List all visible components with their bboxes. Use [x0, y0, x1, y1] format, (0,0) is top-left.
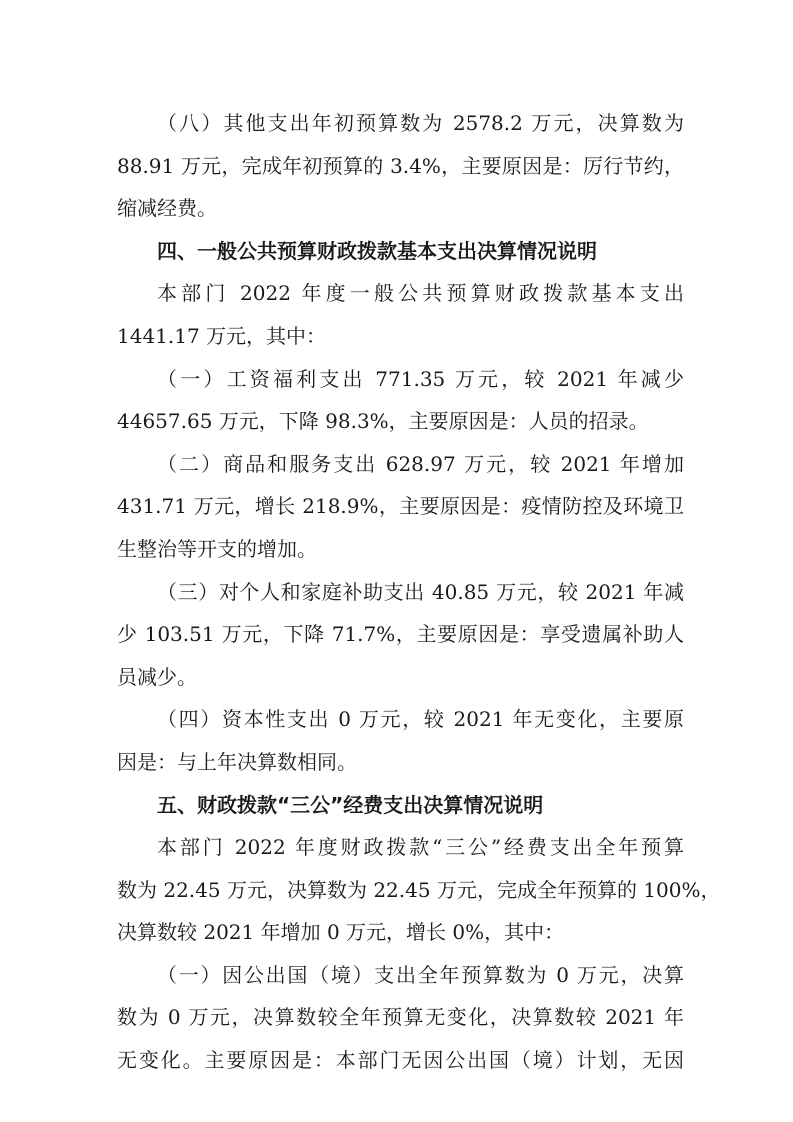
text-line: 44657.65 万元，下降 98.3%，主要原因是：人员的招录。 — [117, 409, 649, 434]
text-line: （三）对个人和家庭补助支出 40.85 万元，较 2021 年减 — [157, 579, 684, 604]
text-line: （一）因公出国（境）支出全年预算数为 0 万元，决算 — [157, 962, 684, 987]
text-line: 1441.17 万元，其中： — [117, 323, 327, 348]
text-line: 数为 22.45 万元，决算数为 22.45 万元，完成全年预算的 100%， — [117, 877, 721, 902]
text-line: 431.71 万元，增长 218.9%，主要原因是：疫情防控及环境卫 — [117, 494, 684, 519]
text-line: （一）工资福利支出 771.35 万元，较 2021 年减少 — [157, 366, 684, 391]
text-line: （二）商品和服务支出 628.97 万元，较 2021 年增加 — [157, 451, 684, 476]
text-line: 本部门 2022 年度一般公共预算财政拨款基本支出 — [157, 281, 684, 306]
section-heading: 四、一般公共预算财政拨款基本支出决算情况说明 — [157, 238, 597, 263]
text-line: 因是：与上年决算数相同。 — [117, 749, 357, 774]
text-line: 员减少。 — [117, 664, 197, 689]
text-line: 本部门 2022 年度财政拨款“三公”经费支出全年预算 — [157, 835, 684, 860]
text-line: 无变化。主要原因是：本部门无因公出国（境）计划，无因 — [117, 1048, 684, 1073]
text-line: 缩减经费。 — [117, 196, 217, 221]
text-line: 88.91 万元，完成年初预算的 3.4%，主要原因是：厉行节约， — [117, 153, 684, 178]
document-body — [117, 102, 721, 1082]
text-line: （八）其他支出年初预算数为 2578.2 万元，决算数为 — [157, 111, 684, 135]
text-line: 决算数较 2021 年增加 0 万元，增长 0%，其中： — [117, 920, 565, 945]
text-line: （四）资本性支出 0 万元，较 2021 年无变化，主要原 — [157, 707, 684, 732]
text-line: 数为 0 万元，决算数较全年预算无变化，决算数较 2021 年 — [117, 1005, 684, 1030]
section-heading: 五、财政拨款“三公”经费支出决算情况说明 — [157, 792, 544, 817]
text-line: 少 103.51 万元，下降 71.7%，主要原因是：享受遗属补助人 — [117, 622, 684, 647]
text-line: 生整治等开支的增加。 — [117, 536, 317, 561]
